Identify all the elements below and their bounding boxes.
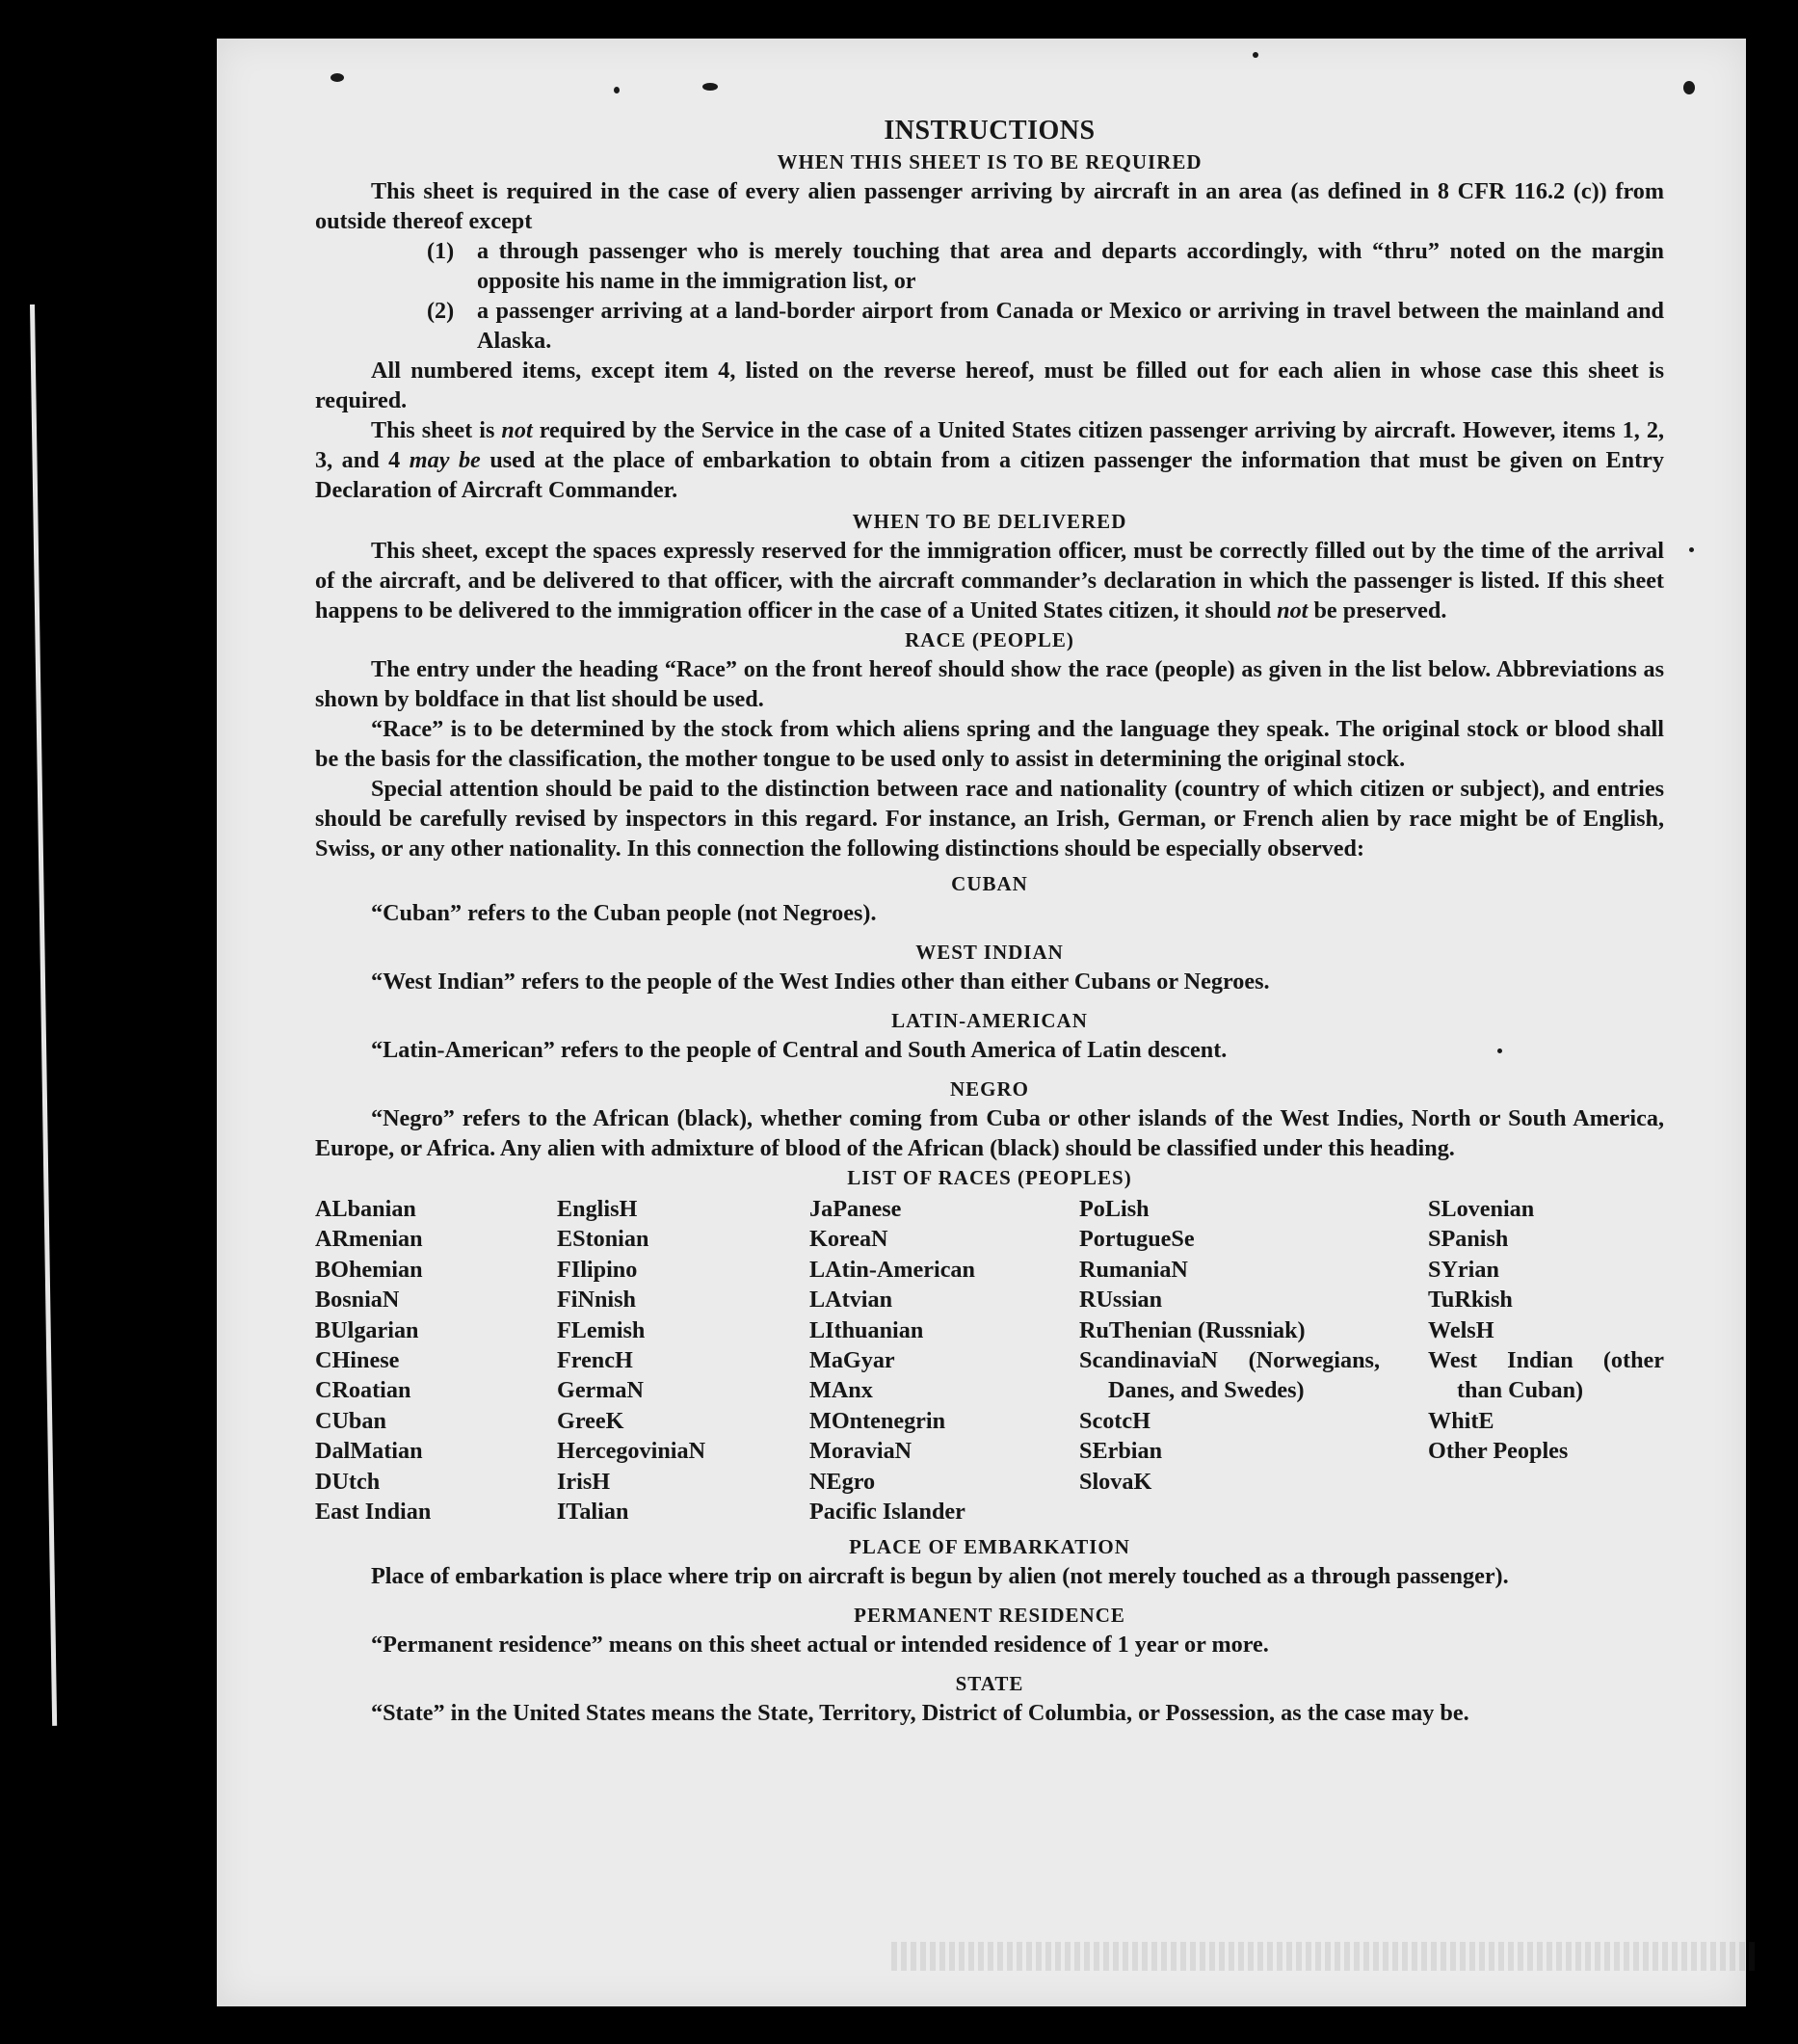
document-page — [217, 39, 1746, 2006]
race-entry: BUlgarian — [315, 1316, 419, 1343]
race-entry: SlovaK — [1079, 1468, 1152, 1495]
binding-edge-line — [30, 305, 57, 1726]
races-column-4 — [1079, 1194, 1428, 1526]
race-entry: East Indian — [315, 1499, 432, 1526]
italic-text: not — [501, 417, 533, 443]
race-entry: ALbanian — [315, 1196, 416, 1222]
text-run: This sheet, except the spaces expressly reserved for the immigration officer, must be correctly filled out by the time of the arrival of the aircraft, and be delivered to that officer, with the aircraft commander’s declaration in which the passenger is listed. If this sheet happens to be delivered to the immigration officer in the case of a United States citizen, it should — [315, 538, 1664, 624]
paragraph: All numbered items, except item 4, listed on the reverse hereof, must be filled out for each alien in whose case this sheet is required. — [315, 358, 1664, 413]
paragraph: “Permanent residence” means on this sheet actual or intended residence of 1 year or more. — [371, 1632, 1269, 1659]
paragraph: Place of embarkation is place where trip on aircraft is begun by alien (not merely touched as a through passenger). — [371, 1563, 1509, 1590]
race-entry: EStonian — [557, 1226, 649, 1253]
ink-speck — [614, 87, 620, 93]
numbered-item — [315, 236, 1664, 296]
race-entry: DUtch — [315, 1468, 381, 1495]
paragraph: “State” in the United States means the State, Territory, District of Columbia, or Possession, as the case may be. — [371, 1700, 1469, 1727]
paragraph: The entry under the heading “Race” on the front hereof should show the race (people) as given in the list below. Abbreviations as shown by boldface in that list should be used. — [315, 656, 1664, 712]
ink-speck — [1253, 52, 1258, 58]
race-entry: LAtvian — [809, 1287, 893, 1314]
race-entry: ARmenian — [315, 1226, 423, 1253]
heading-cuban: CUBAN — [951, 872, 1028, 895]
numbered-item — [315, 296, 1664, 356]
ink-speck — [702, 83, 718, 91]
text-run: be preserved. — [1308, 597, 1447, 624]
text-run: required by the Service in the case of a United States citizen passenger arriving by aircraft. However, items 1, 2, 3, and 4 — [315, 417, 1664, 473]
races-column-1 — [315, 1194, 557, 1526]
race-entry: BosniaN — [315, 1287, 400, 1314]
race-entry: FrencH — [557, 1347, 633, 1374]
paragraph — [315, 536, 1664, 625]
race-entry: RumaniaN — [1079, 1256, 1188, 1283]
race-entry: GermaN — [557, 1377, 644, 1404]
race-entry: LIthuanian — [809, 1316, 924, 1343]
race-entry: FLemish — [557, 1316, 646, 1343]
race-entry: LAtin-American — [809, 1256, 975, 1283]
item-text: a through passenger who is merely touching that area and departs accordingly, with “thru” noted on the margin opposite his name in the immigration list, or — [477, 238, 1664, 294]
race-entry: SErbian — [1079, 1438, 1163, 1465]
races-column-3 — [809, 1194, 1079, 1526]
instructions-body — [315, 115, 1664, 1728]
race-entry: CUban — [315, 1407, 386, 1434]
ink-speck — [1683, 81, 1695, 94]
paragraph: “Cuban” refers to the Cuban people (not Negroes). — [371, 900, 877, 926]
heading-permanent-residence: PERMANENT RESIDENCE — [854, 1604, 1125, 1628]
paragraph — [315, 415, 1664, 505]
race-entry: PoLish — [1079, 1196, 1150, 1222]
race-entry: WelsH — [1428, 1316, 1494, 1343]
bleed-through-text — [891, 1942, 1758, 1971]
item-number: (1) — [427, 238, 455, 264]
race-entry: ITalian — [557, 1499, 629, 1526]
paragraph: “Latin-American” refers to the people of Central and South America of Latin descent. — [371, 1037, 1228, 1063]
race-entry: CRoatian — [315, 1377, 411, 1404]
race-entry: RuThenian (Russniak) — [1079, 1316, 1306, 1343]
race-entry: PortugueSe — [1079, 1226, 1195, 1253]
race-entry: RUssian — [1079, 1287, 1163, 1314]
race-entry: TuRkish — [1428, 1287, 1513, 1314]
heading-place-of-embarkation: PLACE OF EMBARKATION — [849, 1535, 1130, 1559]
heading-list-of-races: LIST OF RACES (PEOPLES) — [847, 1166, 1132, 1189]
race-entry: SYrian — [1428, 1256, 1499, 1283]
race-entry: DalMatian — [315, 1438, 423, 1465]
race-entry: SLovenian — [1428, 1196, 1535, 1222]
race-entry: KoreaN — [809, 1226, 888, 1253]
race-entry: EnglisH — [557, 1196, 638, 1222]
heading-when-delivered: WHEN TO BE DELIVERED — [852, 510, 1127, 533]
race-entry: Pacific Islander — [809, 1499, 965, 1526]
paragraph: “Race” is to be determined by the stock from which aliens spring and the language they speak. The original stock or blood shall be the basis for the classification, the mother tongue to be used only to assist in determining the original stock. — [315, 716, 1664, 772]
race-entry: ScandinaviaN (Norwegians, Danes, and Swedes) — [1079, 1347, 1380, 1404]
races-column-2 — [557, 1194, 809, 1526]
race-entry: Other Peoples — [1428, 1438, 1569, 1465]
italic-text: may be — [409, 447, 481, 473]
race-entry: West Indian (other than Cuban) — [1428, 1347, 1664, 1404]
item-text: a passenger arriving at a land-border airport from Canada or Mexico or arriving in travel between the mainland and Alaska. — [477, 298, 1664, 354]
race-entry: ScotcH — [1079, 1407, 1150, 1434]
race-entry: JaPanese — [809, 1196, 902, 1222]
heading-when-required: WHEN THIS SHEET IS TO BE REQUIRED — [777, 150, 1203, 173]
race-entry: MAnx — [809, 1377, 873, 1404]
race-entry: FiNnish — [557, 1287, 636, 1314]
race-entry: MOntenegrin — [809, 1407, 946, 1434]
race-entry: SPanish — [1428, 1226, 1509, 1253]
heading-west-indian: WEST INDIAN — [915, 941, 1064, 964]
race-entry: WhitE — [1428, 1407, 1494, 1434]
item-number: (2) — [427, 298, 455, 324]
races-list — [315, 1194, 1664, 1526]
races-column-5 — [1428, 1194, 1664, 1526]
italic-text: not — [1277, 597, 1309, 624]
paragraph: This sheet is required in the case of every alien passenger arriving by aircraft in an area (as defined in 8 CFR 116.2 (c)) from outside thereof except — [315, 178, 1664, 234]
race-entry: GreeK — [557, 1407, 624, 1434]
paragraph: “West Indian” refers to the people of the West Indies other than either Cubans or Negroes. — [371, 969, 1270, 995]
ink-speck — [1689, 547, 1694, 552]
race-entry: MaGyar — [809, 1347, 895, 1374]
text-run: This sheet is — [371, 417, 502, 443]
heading-latin-american: LATIN-AMERICAN — [891, 1009, 1088, 1032]
race-entry: HercegoviniaN — [557, 1438, 706, 1465]
page-title: INSTRUCTIONS — [884, 116, 1096, 146]
paragraph: Special attention should be paid to the distinction between race and nationality (country of which citizen or subject), and entries should be carefully revised by inspectors in this regard. For instance, an Irish, German, or French alien by race might be of English, Swiss, or any other nationality. In this connection the following distinctions should be especially observed: — [315, 776, 1664, 862]
race-entry: IrisH — [557, 1468, 611, 1495]
paragraph: “Negro” refers to the African (black), whether coming from Cuba or other islands of the West Indies, North or South America, Europe, or Africa. Any alien with admixture of blood of the African (black) should be classified under this heading. — [315, 1105, 1664, 1161]
race-entry: MoraviaN — [809, 1438, 912, 1465]
race-entry: NEgro — [809, 1468, 876, 1495]
ink-speck — [331, 73, 344, 82]
heading-race: RACE (PEOPLE) — [905, 628, 1074, 651]
race-entry: CHinese — [315, 1347, 400, 1374]
text-run: used at the place of embarkation to obtain from a citizen passenger the information that must be given on Entry Declaration of Aircraft Commander. — [315, 447, 1664, 503]
heading-negro: NEGRO — [949, 1077, 1029, 1101]
heading-state: STATE — [955, 1672, 1024, 1696]
race-entry: FIlipino — [557, 1256, 638, 1283]
race-entry: BOhemian — [315, 1256, 423, 1283]
